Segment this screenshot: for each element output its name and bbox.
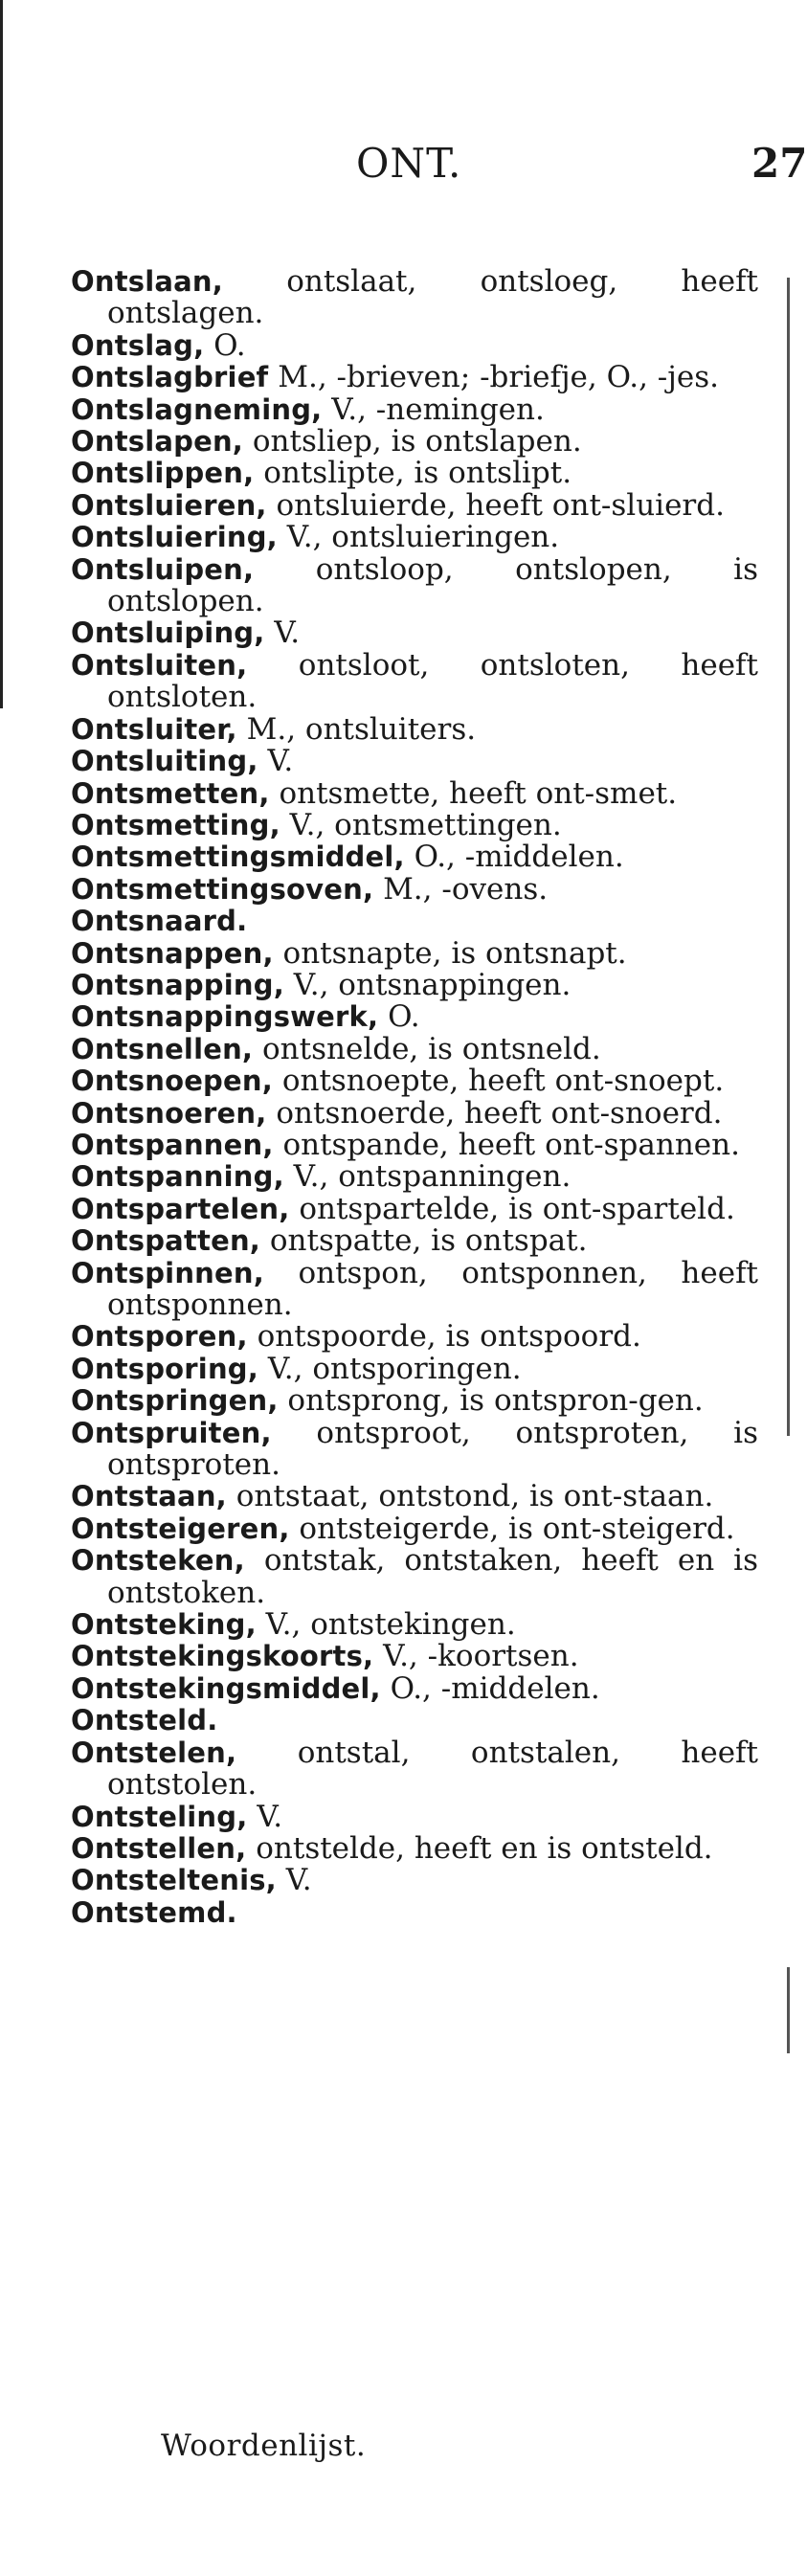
entry-headword: Ontspruiten,	[71, 1416, 272, 1449]
entry-headword: Ontsnappen,	[71, 936, 274, 970]
entry-headword: Ontsluiping,	[71, 616, 265, 650]
page-header	[0, 140, 807, 197]
entry-definition: V., ontsporingen.	[267, 1351, 522, 1386]
dictionary-entry	[71, 1865, 758, 1896]
page-title: ONT.	[356, 140, 462, 187]
dictionary-entry	[71, 967, 758, 1002]
entry-headword: Ontstellen,	[71, 1831, 247, 1865]
entry-definition: ontsteigerde, is ont-steigerd.	[299, 1511, 735, 1546]
entry-definition: M., ontsluiters.	[246, 711, 477, 747]
left-margin-line	[0, 0, 3, 708]
dictionary-entry	[71, 551, 758, 619]
dictionary-entry	[71, 1065, 758, 1097]
entry-definition: ontstak, ontstaken, heeft en is ontstoken.	[107, 1543, 758, 1610]
entry-definition: ontsnelde, is ontsneld.	[262, 1031, 601, 1066]
entry-definition: V.	[257, 1799, 283, 1834]
dictionary-entry	[71, 1737, 758, 1802]
dictionary-entry	[71, 1031, 758, 1066]
entry-headword: Ontslagbrief	[71, 361, 269, 394]
entry-definition: V., -koortsen.	[383, 1639, 579, 1674]
dictionary-entry	[71, 1830, 758, 1866]
entry-headword: Ontsteking,	[71, 1608, 257, 1642]
entry-definition: ontsliep, is ontslapen.	[252, 424, 582, 459]
entry-headword: Ontsluiten,	[71, 648, 248, 682]
entry-headword: Ontsteling,	[71, 1800, 248, 1833]
entry-headword: Ontslapen,	[71, 425, 244, 459]
right-margin-rule	[787, 278, 790, 1436]
dictionary-entry	[71, 487, 758, 523]
page-footer: Woordenlijst.	[161, 2429, 367, 2463]
dictionary-entry	[71, 1897, 758, 1929]
dictionary-entry	[71, 426, 758, 458]
entry-headword: Ontsteigeren,	[71, 1512, 290, 1545]
entry-headword: Ontspringen,	[71, 1384, 279, 1418]
dictionary-entry	[71, 522, 758, 553]
entry-headword: Ontslaan,	[71, 265, 223, 298]
dictionary-entry	[71, 1225, 758, 1257]
entry-definition: ontspartelde, is ont-sparteld.	[299, 1191, 735, 1226]
dictionary-entry	[71, 775, 758, 811]
dictionary-entry	[71, 327, 758, 363]
entry-definition: ontsloot, ontsloten, heeft ontsloten.	[107, 647, 758, 715]
dictionary-entry	[71, 1670, 758, 1706]
dictionary-entry	[71, 1351, 758, 1386]
entry-definition: ontstelde, heeft en is ontsteld.	[256, 1830, 713, 1866]
entry-definition: O.	[213, 327, 246, 363]
entry-headword: Ontspanning,	[71, 1160, 284, 1194]
entry-definition: M., -ovens.	[383, 871, 549, 907]
entry-definition: ontspatte, is ontspat.	[269, 1223, 588, 1259]
entry-definition: ontspon, ontsponnen, heeft ontsponnen.	[107, 1255, 758, 1322]
dictionary-entry	[71, 871, 758, 907]
dictionary-entry	[71, 1481, 758, 1512]
entry-headword: Ontsluiering,	[71, 521, 278, 554]
entry-definition: ontsnapte, is ontsnapt.	[282, 935, 627, 971]
entry-definition: ontslipte, is ontslipt.	[263, 456, 572, 491]
right-margin-rule-lower	[787, 1967, 790, 2053]
entry-definition: V., ontsmettingen.	[289, 807, 562, 842]
entry-definition: V.	[274, 616, 301, 651]
entry-headword: Ontslag,	[71, 328, 205, 362]
dictionary-entry	[71, 617, 758, 649]
dictionary-entry	[71, 1415, 758, 1483]
dictionary-entry	[71, 1705, 758, 1736]
dictionary-entry	[71, 1255, 758, 1322]
dictionary-entry	[71, 1161, 758, 1193]
entry-headword: Ontsporen,	[71, 1320, 248, 1354]
dictionary-entry	[71, 841, 758, 873]
dictionary-entry	[71, 906, 758, 937]
dictionary-entry	[71, 935, 758, 971]
dictionary-entry	[71, 647, 758, 715]
entry-definition: ontsmette, heeft ont-smet.	[279, 775, 678, 811]
entry-headword: Ontstaan,	[71, 1480, 227, 1513]
dictionary-entry	[71, 394, 758, 426]
entry-definition: V., ontstekingen.	[265, 1607, 516, 1643]
entry-headword: Ontsmettingsmiddel,	[71, 840, 405, 874]
entry-headword: Ontsluieren,	[71, 488, 267, 522]
dictionary-entry	[71, 1127, 758, 1162]
dictionary-entry	[71, 1001, 758, 1033]
dictionary-entry-list	[71, 266, 758, 1929]
entry-headword: Ontsmettingsoven,	[71, 872, 374, 906]
entry-headword: Ontsnaard.	[71, 905, 248, 938]
dictionary-entry	[71, 1545, 758, 1609]
entry-headword: Ontsnapping,	[71, 968, 284, 1001]
entry-headword: Ontsnoepen,	[71, 1064, 273, 1098]
dictionary-entry	[71, 1609, 758, 1641]
entry-headword: Ontsluipen,	[71, 552, 255, 586]
entry-headword: Ontsteltenis,	[71, 1864, 277, 1897]
entry-definition: ontspande, heeft ont-spannen.	[282, 1127, 740, 1162]
entry-definition: ontsluierde, heeft ont-sluierd.	[276, 487, 725, 523]
dictionary-entry	[71, 1321, 758, 1353]
entry-definition: O., -middelen.	[414, 840, 624, 875]
dictionary-entry	[71, 362, 758, 393]
entry-definition: ontspoorde, is ontspoord.	[257, 1319, 641, 1355]
entry-definition: ontsloop, ontslopen, is ontslopen.	[107, 551, 758, 619]
entry-definition: ontsnoerde, heeft ont-snoerd.	[276, 1095, 723, 1131]
entry-headword: Ontstekingsmiddel,	[71, 1671, 381, 1705]
entry-definition: ontslaat, ontsloeg, heeft ontslagen.	[107, 264, 758, 331]
entry-definition: V., ontsluieringen.	[286, 520, 560, 555]
entry-headword: Ontsporing,	[71, 1352, 258, 1385]
entry-headword: Ontsnappingswerk,	[71, 1000, 379, 1034]
entry-headword: Ontspartelen,	[71, 1192, 290, 1225]
entry-headword: Ontsteld.	[71, 1704, 218, 1737]
entry-definition: O., -middelen.	[390, 1670, 600, 1706]
entry-headword: Ontspatten,	[71, 1224, 261, 1258]
dictionary-entry	[71, 807, 758, 842]
dictionary-entry	[71, 1385, 758, 1417]
entry-headword: Ontsteken,	[71, 1544, 245, 1578]
entry-definition: V., ontsnappingen.	[293, 967, 572, 1002]
entry-headword: Ontstelen,	[71, 1736, 237, 1769]
entry-headword: Ontsnellen,	[71, 1032, 254, 1065]
entry-definition: O.	[388, 999, 420, 1035]
entry-definition: V.	[267, 744, 294, 779]
entry-headword: Ontsmetten,	[71, 776, 270, 810]
entry-definition: ontsnoepte, heeft ont-snoept.	[281, 1064, 725, 1099]
entry-definition: V., -nemingen.	[331, 392, 545, 427]
entry-headword: Ontstekingskoorts,	[71, 1640, 374, 1673]
dictionary-entry	[71, 711, 758, 747]
page-number: 27	[751, 140, 807, 187]
dictionary-entry	[71, 1513, 758, 1545]
entry-definition: M., -brieven; -briefje, O., -jes.	[278, 360, 719, 395]
entry-headword: Ontsluiter,	[71, 712, 237, 746]
dictionary-entry	[71, 1191, 758, 1226]
entry-headword: Ontspinnen,	[71, 1256, 264, 1289]
entry-definition: V.	[285, 1863, 312, 1898]
entry-headword: Ontstemd.	[71, 1895, 237, 1929]
dictionary-entry	[71, 1095, 758, 1131]
entry-headword: Ontsnoeren,	[71, 1096, 267, 1130]
dictionary-entry	[71, 1641, 758, 1672]
entry-definition: ontstaat, ontstond, is ont-staan.	[235, 1479, 714, 1514]
entry-definition: V., ontspanningen.	[293, 1159, 572, 1195]
dictionary-entry	[71, 266, 758, 330]
dictionary-entry	[71, 746, 758, 777]
entry-headword: Ontspannen,	[71, 1128, 274, 1161]
entry-headword: Ontsluiting,	[71, 745, 258, 778]
dictionary-entry	[71, 458, 758, 489]
entry-headword: Ontslagneming,	[71, 392, 323, 426]
entry-headword: Ontsmetting,	[71, 808, 280, 841]
entry-definition: ontstal, ontstalen, heeft ontstolen.	[107, 1735, 758, 1803]
entry-definition: ontsprong, is ontspron-gen.	[287, 1383, 704, 1419]
entry-headword: Ontslippen,	[71, 457, 255, 490]
dictionary-entry	[71, 1799, 758, 1834]
entry-definition: ontsproot, ontsproten, is ontsproten.	[107, 1415, 758, 1483]
